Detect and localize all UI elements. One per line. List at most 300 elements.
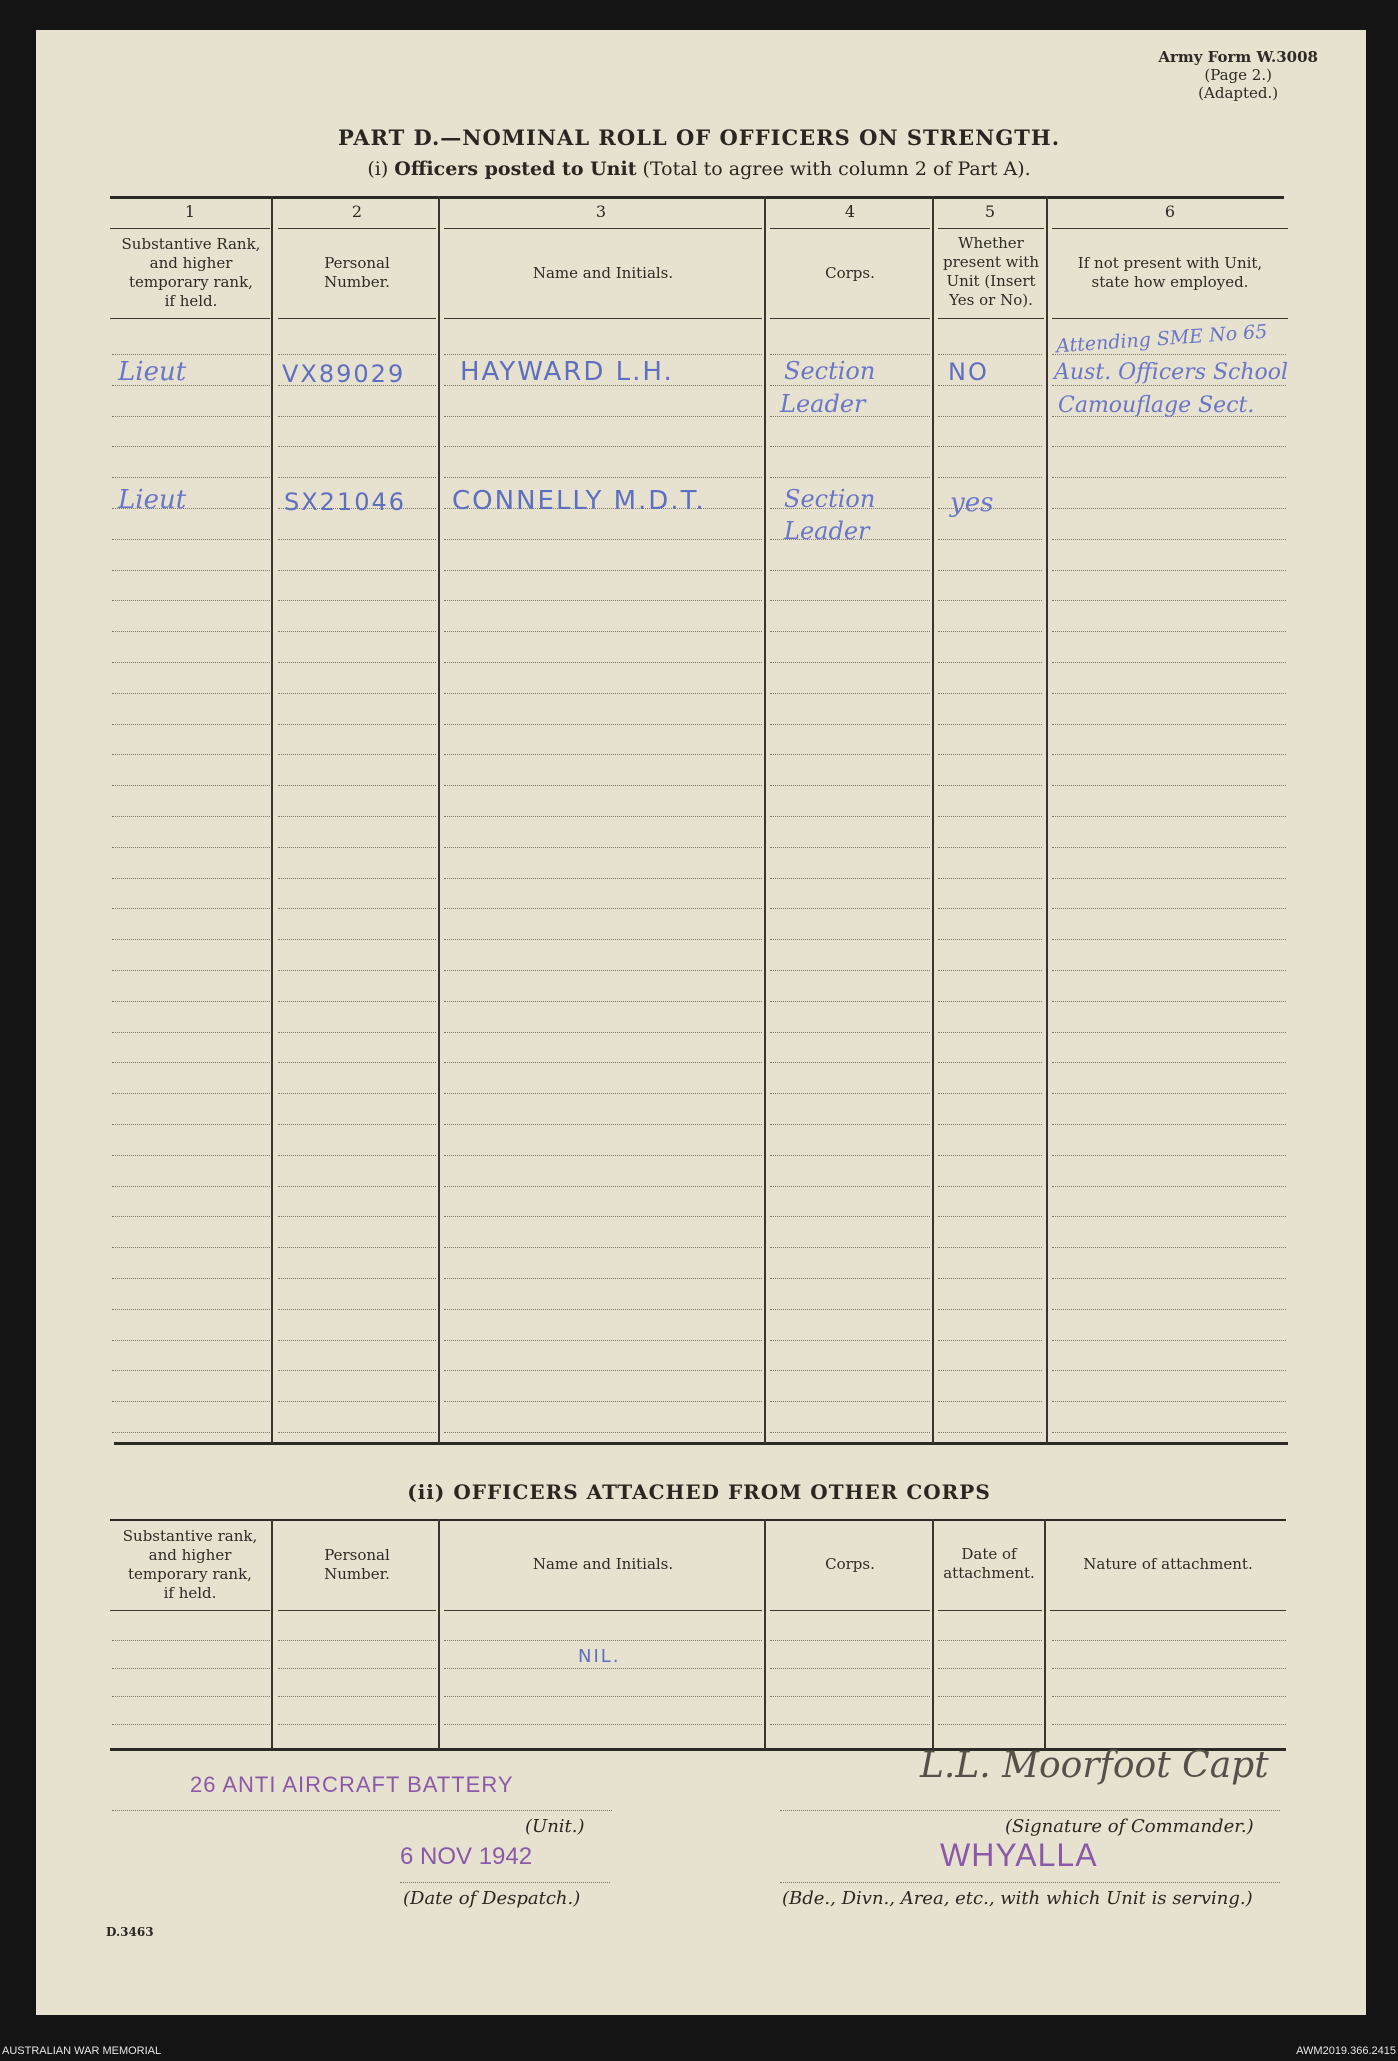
attached-divider-3: [764, 1519, 766, 1749]
writing-line: [112, 1432, 270, 1433]
writing-line: [938, 446, 1042, 447]
writing-line: [278, 939, 436, 940]
writing-line: [444, 1278, 762, 1279]
writing-line: [278, 570, 436, 571]
writing-line: [770, 1032, 930, 1033]
writing-line: [1052, 1124, 1286, 1125]
header-name-initials: Name and Initials.: [532, 264, 674, 282]
writing-line: [444, 970, 762, 971]
writing-line: [770, 724, 930, 725]
writing-line: [938, 1247, 1042, 1248]
writing-line: [278, 1309, 436, 1310]
date-line: [400, 1882, 610, 1883]
table-bottom-rule: [114, 1442, 1288, 1445]
writing-line: [1052, 1278, 1286, 1279]
writing-line: [1052, 847, 1286, 848]
writing-line: [1052, 970, 1286, 971]
header-line: [938, 318, 1044, 319]
header-whether-present: Whether present with Unit (Insert Yes or No).: [942, 234, 1039, 309]
writing-line: [770, 1155, 930, 1156]
writing-line: [1052, 600, 1286, 601]
writing-line: [278, 847, 436, 848]
writing-line: [112, 1640, 270, 1641]
writing-line: [444, 1401, 762, 1402]
writing-line: [444, 847, 762, 848]
writing-line: [278, 354, 436, 355]
entry-1-employed-line2: Aust. Officers School: [1054, 360, 1289, 385]
writing-line: [112, 1124, 270, 1125]
writing-line: [278, 1155, 436, 1156]
writing-line: [278, 1432, 436, 1433]
entry-1-employed-line1: Attending SME No 65: [1055, 320, 1268, 358]
commander-signature: L.L. Moorfoot Capt: [920, 1745, 1269, 1786]
writing-line: [112, 354, 270, 355]
writing-line: [770, 878, 930, 879]
writing-line: [112, 724, 270, 725]
column-number-2: 2: [351, 202, 363, 221]
column-divider-3: [764, 196, 766, 1444]
writing-line: [112, 816, 270, 817]
writing-line: [938, 1216, 1042, 1217]
writing-line: [444, 1186, 762, 1187]
writing-line: [444, 1093, 762, 1094]
writing-line: [1052, 1032, 1286, 1033]
unit-stamp: 26 ANTI AIRCRAFT BATTERY: [190, 1772, 514, 1797]
writing-line: [444, 724, 762, 725]
writing-line: [938, 1370, 1042, 1371]
writing-line: [112, 847, 270, 848]
writing-line: [770, 477, 930, 478]
form-identifier: [1158, 48, 1318, 102]
date-stamp: 6 NOV 1942: [400, 1843, 533, 1870]
writing-line: [444, 1124, 762, 1125]
writing-line: [444, 354, 762, 355]
column-number-6: 6: [1164, 202, 1176, 221]
writing-line: [1052, 724, 1286, 725]
header-line: [278, 228, 436, 229]
writing-line: [938, 1001, 1042, 1002]
writing-line: [770, 1724, 930, 1725]
attached-header-date: Date of attachment.: [943, 1545, 1035, 1582]
writing-line: [1052, 1309, 1286, 1310]
writing-line: [112, 1401, 270, 1402]
header-line: [278, 318, 436, 319]
entry-2-number: SX21046: [284, 488, 407, 516]
writing-line: [444, 570, 762, 571]
writing-line: [1052, 939, 1286, 940]
writing-line: [278, 1062, 436, 1063]
date-label: (Date of Despatch.): [403, 1888, 581, 1909]
table-top-rule: [110, 196, 1284, 199]
writing-line: [112, 1724, 270, 1725]
header-line: [444, 228, 762, 229]
location-stamp: WHYALLA: [940, 1837, 1098, 1873]
writing-line: [938, 570, 1042, 571]
attached-divider-5: [1044, 1519, 1046, 1749]
writing-line: [1052, 570, 1286, 571]
writing-line: [278, 724, 436, 725]
writing-line: [444, 693, 762, 694]
entry-2-present: yes: [950, 488, 994, 518]
entry-2-corps-line2: Leader: [784, 517, 870, 545]
writing-line: [1052, 1186, 1286, 1187]
part-d-title: PART D.—NOMINAL ROLL OF OFFICERS ON STRENGTH.: [337, 125, 1061, 150]
writing-line: [444, 477, 762, 478]
writing-line: [1052, 693, 1286, 694]
writing-line: [444, 1032, 762, 1033]
writing-line: [444, 600, 762, 601]
writing-line: [278, 600, 436, 601]
signature-label: (Signature of Commander.): [1005, 1816, 1254, 1837]
writing-line: [444, 539, 762, 540]
writing-line: [112, 1696, 270, 1697]
writing-line: [770, 600, 930, 601]
writing-line: [444, 1370, 762, 1371]
writing-line: [112, 631, 270, 632]
writing-line: [938, 1186, 1042, 1187]
writing-line: [938, 754, 1042, 755]
writing-line: [938, 1401, 1042, 1402]
writing-line: [938, 970, 1042, 971]
writing-line: [112, 539, 270, 540]
writing-line: [444, 1155, 762, 1156]
writing-line: [112, 1247, 270, 1248]
writing-line: [444, 1432, 762, 1433]
writing-line: [444, 1216, 762, 1217]
header-line: [278, 1610, 436, 1611]
writing-line: [1052, 816, 1286, 817]
column-number-1: 1: [184, 202, 196, 221]
writing-line: [938, 939, 1042, 940]
attached-top-rule: [110, 1519, 1286, 1521]
writing-line: [770, 693, 930, 694]
location-line: [780, 1882, 1280, 1883]
writing-line: [770, 354, 930, 355]
writing-line: [444, 1001, 762, 1002]
writing-line: [770, 754, 930, 755]
writing-line: [770, 1401, 930, 1402]
writing-line: [770, 970, 930, 971]
writing-line: [770, 1370, 930, 1371]
header-line: [110, 318, 270, 319]
writing-line: [112, 1370, 270, 1371]
header-line: [938, 228, 1044, 229]
writing-line: [112, 693, 270, 694]
writing-line: [938, 631, 1042, 632]
writing-line: [938, 1432, 1042, 1433]
writing-line: [1052, 1247, 1286, 1248]
writing-line: [444, 416, 762, 417]
form-name: Army Form W.3008: [1158, 48, 1318, 66]
writing-line: [278, 1247, 436, 1248]
writing-line: [770, 908, 930, 909]
attached-header-number: Personal Number.: [324, 1546, 390, 1583]
writing-line: [278, 1278, 436, 1279]
unit-label: (Unit.): [525, 1816, 585, 1837]
writing-line: [938, 1032, 1042, 1033]
writing-line: [444, 662, 762, 663]
writing-line: [770, 847, 930, 848]
writing-line: [112, 754, 270, 755]
form-code: D.3463: [106, 1925, 154, 1939]
header-line: [444, 1610, 762, 1611]
writing-line: [112, 970, 270, 971]
writing-line: [1052, 539, 1286, 540]
attached-divider-2: [438, 1519, 440, 1749]
column-number-3: 3: [595, 202, 607, 221]
writing-line: [938, 1278, 1042, 1279]
writing-line: [278, 878, 436, 879]
writing-line: [112, 908, 270, 909]
writing-line: [1052, 508, 1286, 509]
writing-line: [1052, 1340, 1286, 1341]
writing-line: [444, 1668, 762, 1669]
writing-line: [1052, 1401, 1286, 1402]
writing-line: [770, 1668, 930, 1669]
writing-line: [112, 1216, 270, 1217]
archive-caption-right: AWM2019.366.2415: [1296, 2045, 1396, 2057]
writing-line: [938, 1093, 1042, 1094]
writing-line: [770, 662, 930, 663]
writing-line: [278, 1370, 436, 1371]
writing-line: [278, 1640, 436, 1641]
writing-line: [770, 1309, 930, 1310]
part-d-subtitle: [0, 158, 1398, 180]
header-line: [1050, 1610, 1286, 1611]
column-divider-4: [932, 196, 934, 1444]
writing-line: [278, 1001, 436, 1002]
writing-line: [112, 878, 270, 879]
column-number-5: 5: [984, 202, 996, 221]
writing-line: [112, 570, 270, 571]
writing-line: [112, 785, 270, 786]
form-page: (Page 2.): [1204, 66, 1272, 84]
entry-1-corps-line1: Section: [784, 357, 876, 385]
writing-line: [112, 1001, 270, 1002]
writing-line: [1052, 1155, 1286, 1156]
writing-line: [938, 600, 1042, 601]
attached-entry-nil: NIL.: [578, 1646, 621, 1667]
writing-line: [112, 1186, 270, 1187]
writing-line: [938, 1340, 1042, 1341]
writing-line: [112, 600, 270, 601]
writing-line: [1052, 1062, 1286, 1063]
writing-line: [938, 785, 1042, 786]
subtitle-prefix: (i): [367, 158, 389, 180]
writing-line: [444, 939, 762, 940]
writing-line: [278, 970, 436, 971]
writing-line: [278, 693, 436, 694]
header-corps: Corps.: [825, 264, 875, 282]
writing-line: [278, 662, 436, 663]
writing-line: [112, 1062, 270, 1063]
attached-header-rank: Substantive rank, and higher temporary rank, if held.: [122, 1527, 258, 1602]
writing-line: [278, 754, 436, 755]
writing-line: [938, 847, 1042, 848]
writing-line: [1052, 908, 1286, 909]
subtitle-note: (Total to agree with column 2 of Part A).: [642, 158, 1031, 180]
header-personal-number: Personal Number.: [324, 254, 390, 291]
writing-line: [278, 539, 436, 540]
writing-line: [444, 1340, 762, 1341]
writing-line: [444, 1309, 762, 1310]
writing-line: [938, 1062, 1042, 1063]
writing-line: [770, 446, 930, 447]
writing-line: [444, 1640, 762, 1641]
writing-line: [112, 1278, 270, 1279]
writing-line: [444, 878, 762, 879]
writing-line: [112, 1668, 270, 1669]
writing-line: [112, 1093, 270, 1094]
writing-line: [938, 1155, 1042, 1156]
writing-line: [112, 477, 270, 478]
writing-line: [278, 1124, 436, 1125]
writing-line: [112, 1309, 270, 1310]
writing-line: [278, 1186, 436, 1187]
writing-line: [1052, 1001, 1286, 1002]
entry-1-employed-line3: Camouflage Sect.: [1058, 393, 1255, 418]
entry-2-corps-line1: Section: [784, 485, 876, 513]
writing-line: [1052, 446, 1286, 447]
writing-line: [278, 1724, 436, 1725]
writing-line: [770, 1001, 930, 1002]
writing-line: [1052, 754, 1286, 755]
header-line: [938, 1610, 1042, 1611]
writing-line: [278, 1093, 436, 1094]
writing-line: [444, 785, 762, 786]
writing-line: [770, 1432, 930, 1433]
writing-line: [770, 939, 930, 940]
writing-line: [938, 477, 1042, 478]
writing-line: [938, 1309, 1042, 1310]
writing-line: [1052, 1370, 1286, 1371]
writing-line: [278, 1401, 436, 1402]
writing-line: [1052, 1668, 1286, 1669]
writing-line: [770, 785, 930, 786]
writing-line: [278, 1340, 436, 1341]
writing-line: [444, 816, 762, 817]
writing-line: [770, 816, 930, 817]
writing-line: [770, 1062, 930, 1063]
entry-1-name: HAYWARD L.H.: [460, 357, 674, 387]
writing-line: [938, 416, 1042, 417]
writing-line: [444, 754, 762, 755]
location-label: (Bde., Divn., Area, etc., with which Unit is serving.): [782, 1888, 1253, 1909]
writing-line: [112, 939, 270, 940]
writing-line: [112, 1032, 270, 1033]
writing-line: [770, 1124, 930, 1125]
header-line: [770, 1610, 930, 1611]
writing-line: [770, 1093, 930, 1094]
signature-line: [780, 1810, 1280, 1811]
writing-line: [1052, 662, 1286, 663]
writing-line: [112, 446, 270, 447]
header-line: [770, 228, 930, 229]
part-ii-title: (ii) OFFICERS ATTACHED FROM OTHER CORPS: [407, 1480, 991, 1504]
entry-1-number: VX89029: [282, 360, 406, 388]
writing-line: [770, 570, 930, 571]
writing-line: [278, 477, 436, 478]
writing-line: [938, 662, 1042, 663]
writing-line: [770, 1340, 930, 1341]
attached-header-name: Name and Initials.: [532, 1555, 674, 1573]
writing-line: [1052, 631, 1286, 632]
writing-line: [278, 1696, 436, 1697]
writing-line: [278, 631, 436, 632]
header-rank: Substantive Rank, and higher temporary rank, if held.: [121, 235, 261, 310]
writing-line: [444, 446, 762, 447]
writing-line: [278, 416, 436, 417]
attached-header-corps: Corps.: [825, 1555, 875, 1573]
entry-1-rank: Lieut: [118, 357, 187, 387]
unit-line: [112, 1810, 612, 1811]
writing-line: [770, 1247, 930, 1248]
header-line: [1052, 228, 1288, 229]
column-divider-2: [438, 196, 440, 1444]
writing-line: [1052, 1432, 1286, 1433]
writing-line: [770, 1696, 930, 1697]
writing-line: [278, 1216, 436, 1217]
writing-line: [938, 354, 1042, 355]
writing-line: [1052, 1216, 1286, 1217]
writing-line: [444, 908, 762, 909]
writing-line: [1052, 477, 1286, 478]
writing-line: [938, 878, 1042, 879]
writing-line: [938, 693, 1042, 694]
header-line: [444, 318, 762, 319]
entry-2-name: CONNELLY M.D.T.: [452, 486, 706, 516]
writing-line: [112, 1340, 270, 1341]
archive-caption-left: AUSTRALIAN WAR MEMORIAL: [2, 2045, 162, 2057]
column-divider-5: [1046, 196, 1048, 1444]
header-how-employed: If not present with Unit, state how employed.: [1077, 254, 1263, 291]
entry-1-present: NO: [948, 358, 989, 386]
writing-line: [278, 1032, 436, 1033]
writing-line: [770, 631, 930, 632]
header-line: [110, 1610, 270, 1611]
writing-line: [770, 1186, 930, 1187]
writing-line: [938, 1124, 1042, 1125]
writing-line: [444, 1724, 762, 1725]
writing-line: [278, 908, 436, 909]
header-line: [110, 228, 270, 229]
writing-line: [938, 1668, 1042, 1669]
attached-header-nature: Nature of attachment.: [1083, 1555, 1253, 1573]
writing-line: [444, 1696, 762, 1697]
writing-line: [278, 1668, 436, 1669]
writing-line: [1052, 785, 1286, 786]
writing-line: [444, 1247, 762, 1248]
attached-divider-1: [271, 1519, 273, 1749]
writing-line: [938, 908, 1042, 909]
writing-line: [770, 1640, 930, 1641]
writing-line: [938, 1640, 1042, 1641]
writing-line: [112, 1155, 270, 1156]
entry-2-rank: Lieut: [118, 485, 187, 515]
writing-line: [278, 785, 436, 786]
writing-line: [938, 816, 1042, 817]
writing-line: [444, 1062, 762, 1063]
writing-line: [770, 1278, 930, 1279]
writing-line: [278, 446, 436, 447]
column-divider-1: [271, 196, 273, 1444]
writing-line: [112, 662, 270, 663]
writing-line: [1052, 1696, 1286, 1697]
writing-line: [278, 816, 436, 817]
writing-line: [1052, 878, 1286, 879]
writing-line: [938, 1696, 1042, 1697]
writing-line: [938, 539, 1042, 540]
